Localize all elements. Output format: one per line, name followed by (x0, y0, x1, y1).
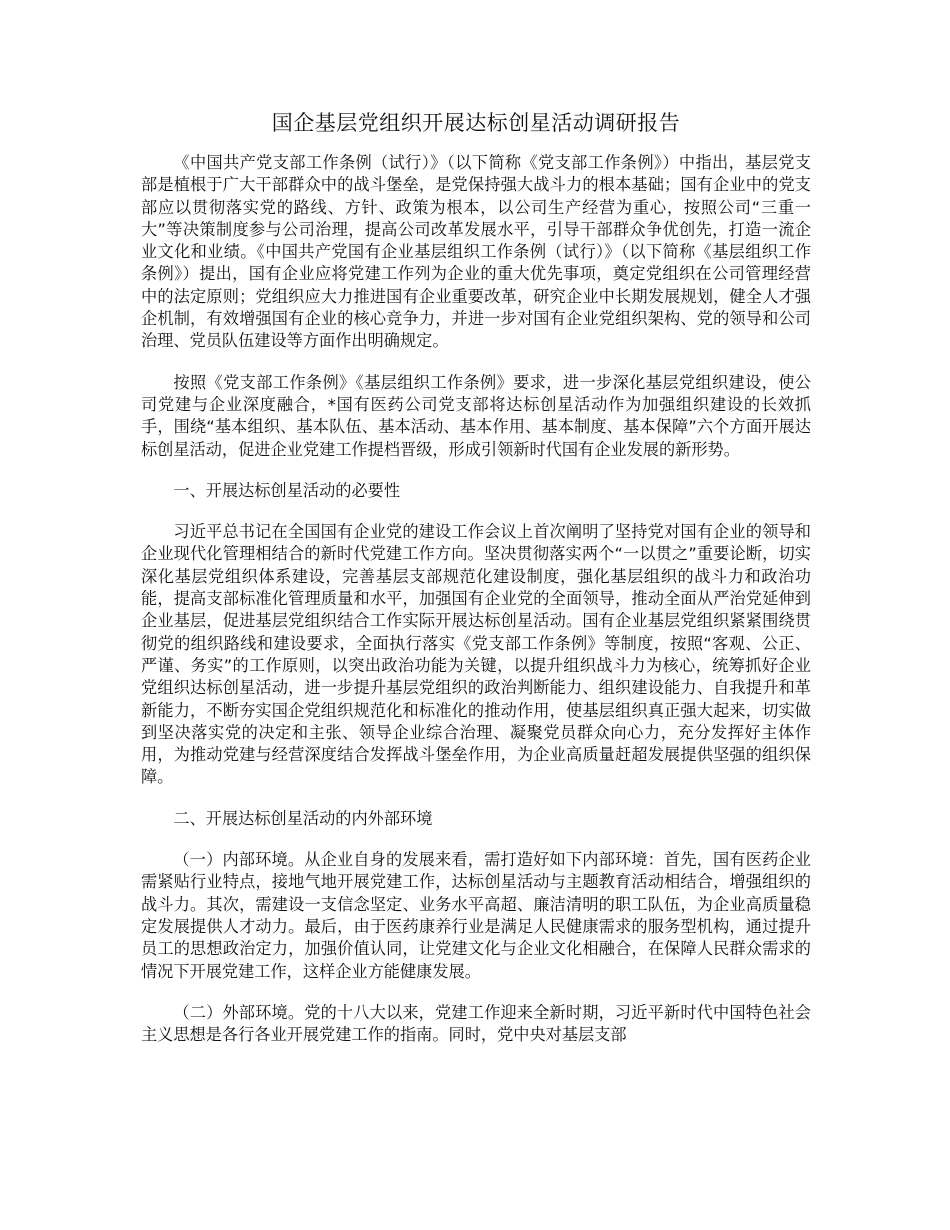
document-page (141, 108, 811, 1046)
intro-paragraph-1: 《中国共产党支部工作条例（试行）》（以下简称《党支部工作条例》）中指出，基层党支部是植根于广大干部群众中的战斗堡垒，是党保持强大战斗力的根本基础；国有企业中的党支部应以贯彻落实党的路线、方针、政策为根本，以公司生产经营为重心，按照公司“三重一大”等决策制度参与公司治理，提高公司改革发展水平，引导干部群众争优创先，打造一流企业文化和业绩。《中国共产党国有企业基层组织工作条例（试行）》（以下简称《基层组织工作条例》）提出，国有企业应将党建工作列为企业的重大优先事项，奠定党组织在公司管理经营中的法定原则；党组织应大力推进国有企业重要改革，研究企业中长期发展规划，健全人才强企机制，有效增强国有企业的核心竞争力，并进一步对国有企业党组织架构、党的领导和公司治理、党员队伍建设等方面作出明确规定。 (141, 153, 811, 351)
document-title: 国企基层党组织开展达标创星活动调研报告 (271, 111, 681, 135)
section-1-paragraph: 习近平总书记在全国国有企业党的建设工作会议上首次阐明了坚持党对国有企业的领导和企业现代化管理相结合的新时代党建工作方向。坚决贯彻落实两个“一以贯之”重要论断，切实深化基层党组织体系建设，完善基层支部规范化建设制度，强化基层组织的战斗力和政治功能，提高支部标准化管理质量和水平，加强国有企业党的全面领导，推动全面从严治党延伸到企业基层，促进基层党组织结合工作实际开展达标创星活动。国有企业基层党组织紧紧围绕贯彻党的组织路线和建设要求，全面执行落实《党支部工作条例》等制度，按照“客观、公正、严谨、务实”的工作原则，以突出政治功能为关键，以提升组织战斗力为核心，统筹抓好企业党组织达标创星活动，进一步提升基层党组织的政治判断能力、组织建设能力、自我提升和革新能力，不断夯实国企党组织规范化和标准化的推动作用，使基层组织真正强大起来，切实做到坚决落实党的决定和主张、领导企业综合治理、凝聚党员群众向心力，充分发挥好主体作用，为推动党建与经营深度结合发挥战斗堡垒作用，为企业高质量赶超发展提供坚强的组织保障。 (141, 522, 811, 787)
section-2-paragraph-1: （一）内部环境。从企业自身的发展来看，需打造好如下内部环境：首先，国有医药企业需紧贴行业特点，接地气地开展党建工作，达标创星活动与主题教育活动相结合，增强组织的战斗力。其次，需建设一支信念坚定、业务水平高超、廉洁清明的职工队伍，为企业高质量稳定发展提供人才动力。最后，由于医药康养行业是满足人民健康需求的服务型机构，通过提升员工的思想政治定力，加强价值认同，让党建文化与企业文化相融合，在保障人民群众需求的情况下开展党建工作，这样企业方能健康发展。 (141, 850, 811, 981)
section-2-paragraph-2: （二）外部环境。党的十八大以来，党建工作迎来全新时期，习近平新时代中国特色社会主义思想是各行各业开展党建工作的指南。同时，党中央对基层支部 (141, 1002, 811, 1045)
section-1-heading: 一、开展达标创星活动的必要性 (173, 480, 401, 500)
section-2-heading: 二、开展达标创星活动的内外部环境 (173, 808, 433, 828)
intro-paragraph-2: 按照《党支部工作条例》《基层组织工作条例》要求，进一步深化基层党组织建设，使公司党建与企业深度融合，*国有医药公司党支部将达标创星活动作为加强组织建设的长效抓手，围绕“基本组织、基本队伍、基本活动、基本作用、基本制度、基本保障”六个方面开展达标创星活动，促进企业党建工作提档晋级，形成引领新时代国有企业发展的新形势。 (141, 372, 811, 459)
